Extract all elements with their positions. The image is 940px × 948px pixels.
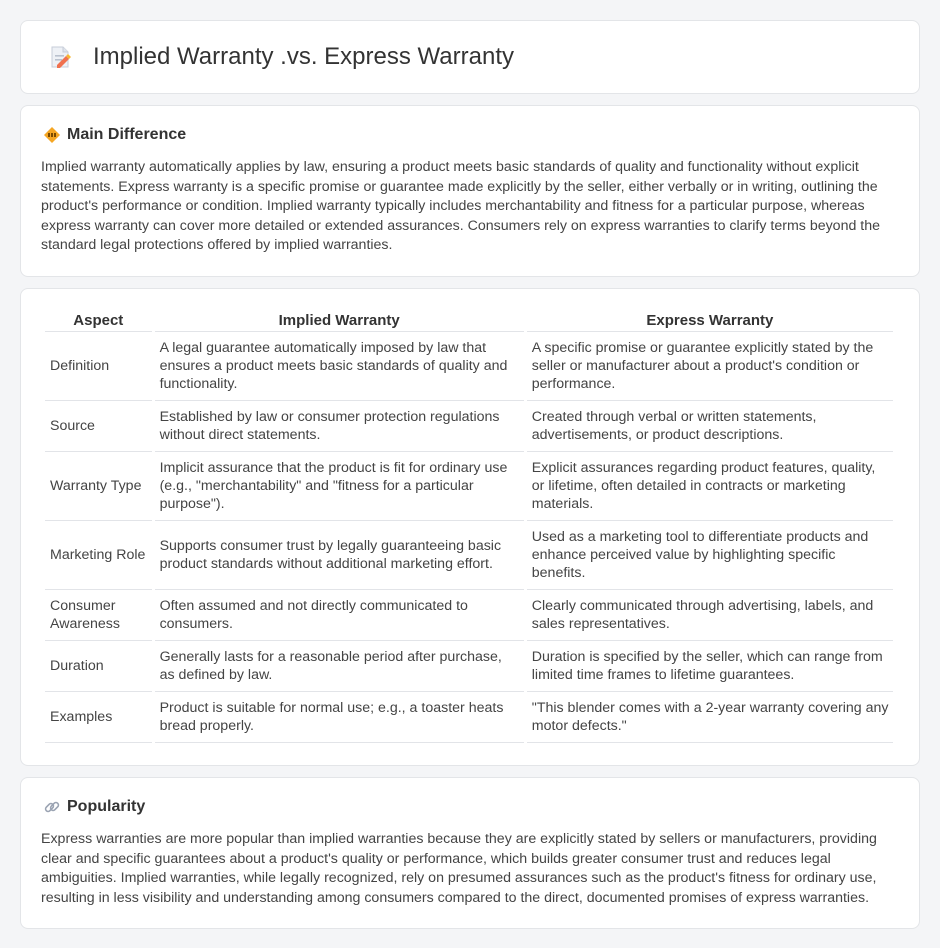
- table-row: [45, 641, 893, 692]
- table-row: [45, 590, 893, 641]
- implied-cell: Often assumed and not directly communicated to consumers.: [155, 590, 524, 641]
- aspect-cell: Source: [45, 401, 152, 452]
- table-row: [45, 452, 893, 521]
- column-header-aspect: Aspect: [45, 309, 152, 332]
- express-cell: "This blender comes with a 2-year warranty covering any motor defects.": [527, 692, 893, 743]
- express-cell: A specific promise or guarantee explicitly stated by the seller or manufacturer about a product's condition or performance.: [527, 332, 893, 401]
- header-card: [20, 20, 920, 94]
- table-header-row: [45, 309, 893, 332]
- implied-cell: Product is suitable for normal use; e.g., a toaster heats bread properly.: [155, 692, 524, 743]
- main-difference-text: Implied warranty automatically applies by law, ensuring a product meets basic standards of quality and functionality without explicit statements. Express warranty is a specific promise or guarantee made explicitly by the seller, either verbally or in writing, outlining the product's performance or condition. Implied warranty typically includes merchantability and fitness for a particular purpose, whereas express warranty can cover more detailed or extended assurances. Consumers rely on express warranties to clarify terms beyond the standard legal protections offered by implied warranties.: [41, 159, 881, 254]
- aspect-cell: Definition: [45, 332, 152, 401]
- express-cell: Created through verbal or written statements, advertisements, or product descriptions.: [527, 401, 893, 452]
- aspect-cell: Examples: [45, 692, 152, 743]
- express-cell: Explicit assurances regarding product features, quality, or lifetime, often detailed in contracts or marketing materials.: [527, 452, 893, 521]
- table-row: [45, 692, 893, 743]
- implied-cell: Generally lasts for a reasonable period after purchase, as defined by law.: [155, 641, 524, 692]
- comparison-table: [42, 309, 896, 743]
- aspect-cell: Consumer Awareness: [45, 590, 152, 641]
- document-edit-icon: [47, 44, 73, 70]
- popularity-header: [43, 798, 899, 816]
- column-header-implied: Implied Warranty: [155, 309, 524, 332]
- main-difference-card: [20, 105, 920, 277]
- express-cell: Duration is specified by the seller, which can range from limited time frames to lifetime guarantees.: [527, 641, 893, 692]
- implied-cell: Implicit assurance that the product is fit for ordinary use (e.g., "merchantability" and "fitness for a particular purpose").: [155, 452, 524, 521]
- popularity-text: Express warranties are more popular than implied warranties because they are explicitly stated by sellers or manufacturers, providing clear and specific guarantees about a product's quality or performance, which builds greater consumer trust and reduces legal ambiguities. Implied warranties, while legally recognized, rely on presumed assurances such as the product's fitness for ordinary use, resulting in less visibility and understanding among consumers compared to the direct, documented promises of express warranties.: [41, 830, 877, 906]
- column-header-express: Express Warranty: [527, 309, 893, 332]
- page-title: Implied Warranty .vs. Express Warranty: [93, 43, 514, 70]
- table-row: [45, 401, 893, 452]
- aspect-cell: Duration: [45, 641, 152, 692]
- main-difference-header: [43, 126, 899, 144]
- section-title: Popularity: [67, 797, 146, 815]
- comparison-card: [20, 288, 920, 766]
- aspect-cell: Warranty Type: [45, 452, 152, 521]
- implied-cell: Supports consumer trust by legally guaranteeing basic product standards without additional marketing effort.: [155, 521, 524, 590]
- link-icon: [43, 798, 61, 816]
- implied-cell: A legal guarantee automatically imposed by law that ensures a product meets basic standards of quality and functionality.: [155, 332, 524, 401]
- section-title: Main Difference: [67, 126, 187, 143]
- express-cell: Used as a marketing tool to differentiate products and enhance perceived value by highlighting specific benefits.: [527, 521, 893, 590]
- table-row: [45, 521, 893, 590]
- implied-cell: Established by law or consumer protection regulations without direct statements.: [155, 401, 524, 452]
- aspect-cell: Marketing Role: [45, 521, 152, 590]
- popularity-card: [20, 777, 920, 929]
- express-cell: Clearly communicated through advertising, labels, and sales representatives.: [527, 590, 893, 641]
- diamond-icon: [43, 126, 61, 144]
- table-row: [45, 332, 893, 401]
